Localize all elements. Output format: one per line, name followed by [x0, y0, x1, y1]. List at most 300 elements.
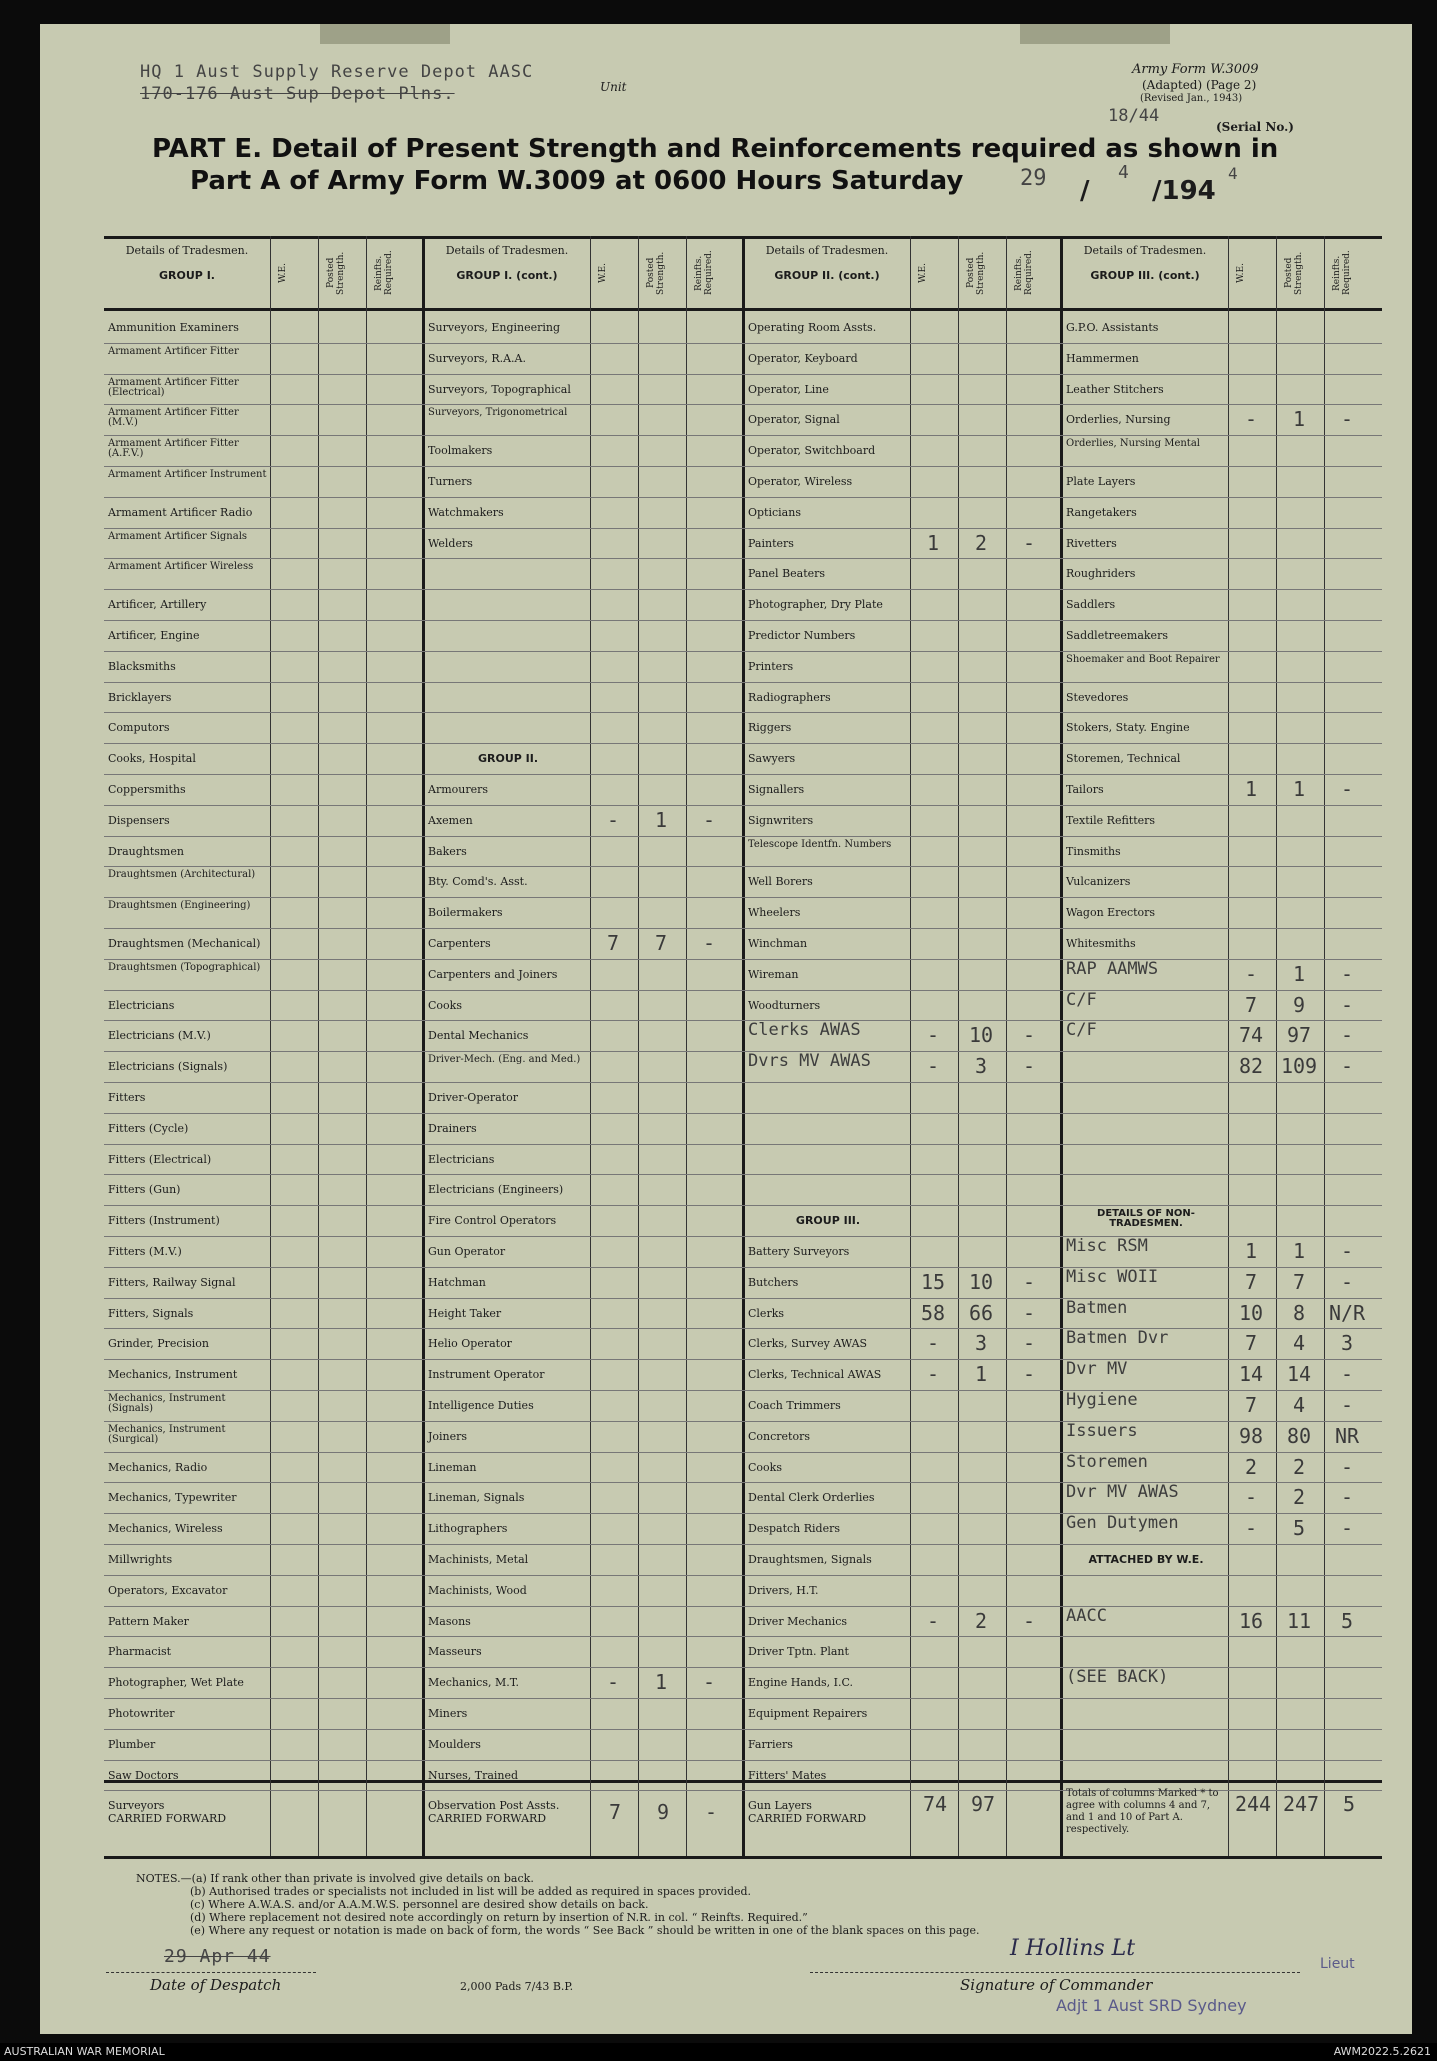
value-we: 2	[1244, 1454, 1258, 1479]
note-e: (e) Where any request or notation is made on back of form, the words “ See Back ” should be written in one of the blank spaces on this page.	[190, 1924, 980, 1937]
value-req: -	[1340, 1485, 1354, 1510]
value-posted: 2	[1292, 1454, 1306, 1479]
row-label: Fitters (Cycle)	[108, 1121, 189, 1135]
row-label: Draughtsmen	[108, 844, 184, 858]
value-posted: 2	[974, 530, 988, 555]
col1-group-label: GROUP I.	[159, 269, 215, 282]
row-label: Lithographers	[428, 1522, 508, 1536]
strength-table	[104, 236, 1382, 1856]
tape-strip	[320, 24, 450, 44]
value-we: 15	[920, 1269, 946, 1294]
row-label: Storemen, Technical	[1066, 752, 1181, 766]
rank-stamp: Lieut	[1320, 1956, 1355, 1972]
date-day: 29	[1020, 166, 1047, 191]
form-revised: (Revised Jan., 1943)	[1140, 93, 1243, 104]
row-rule	[104, 1482, 1382, 1483]
col2-details-label: Details of Tradesmen.	[445, 244, 569, 257]
row-rule	[104, 466, 1382, 467]
row-rule	[104, 1144, 1382, 1145]
value-posted: 7	[654, 931, 668, 955]
row-rule	[104, 1513, 1382, 1514]
row-rule	[104, 651, 1382, 652]
row-label: Cooks	[428, 998, 462, 1012]
row-label: Hammermen	[1066, 351, 1139, 365]
row-label: Wireman	[748, 967, 799, 981]
row-label: Dispensers	[108, 813, 170, 827]
subheader-posted: Posted Strength.	[326, 251, 346, 295]
serial-value: 18/44	[1108, 106, 1160, 126]
row-label: (SEE BACK)	[1066, 1667, 1169, 1688]
cf-c4-posted: 247	[1282, 1792, 1320, 1816]
row-label: Fitters (Instrument)	[108, 1214, 220, 1228]
row-rule	[104, 620, 1382, 621]
row-label: Driver-Operator	[428, 1091, 518, 1104]
archive-strip	[0, 2043, 1437, 2061]
value-req: -	[1340, 407, 1354, 432]
unit-typed-line2: 170-176 Aust Sup Depot Plns.	[140, 84, 455, 104]
row-rule	[104, 1082, 1382, 1083]
value-posted: 1	[1292, 961, 1306, 986]
row-label: Miners	[428, 1707, 468, 1720]
value-req: -	[1022, 1608, 1036, 1633]
value-posted: 3	[974, 1054, 988, 1079]
row-label: Surveyors, Engineering	[428, 321, 561, 334]
row-label: Dvr MV AWAS	[1066, 1482, 1179, 1503]
row-rule	[104, 404, 1382, 405]
row-label: Misc WOII	[1066, 1266, 1159, 1287]
value-posted: 109	[1280, 1054, 1318, 1079]
row-label: Gun Operator	[428, 1245, 506, 1258]
row-rule	[104, 1421, 1382, 1422]
value-posted: 3	[974, 1331, 988, 1356]
value-we: -	[926, 1362, 940, 1387]
date-year-prefix: /194	[1152, 176, 1216, 206]
row-label: Mechanics, Instrument (Signals)	[108, 1393, 226, 1414]
row-label: Drivers, H.T.	[748, 1583, 819, 1597]
row-rule	[104, 682, 1382, 683]
row-rule	[104, 990, 1382, 991]
row-rule	[104, 1390, 1382, 1391]
value-req: -	[1340, 1054, 1354, 1079]
row-label: Photographer, Dry Plate	[748, 598, 883, 612]
value-req: 3	[1340, 1331, 1354, 1356]
value-posted: 1	[1292, 407, 1306, 432]
row-label: Plate Layers	[1066, 475, 1136, 488]
row-label: Drainers	[428, 1121, 477, 1135]
subheader-posted: Posted Strength.	[1284, 251, 1304, 295]
row-label: Surveyors, R.A.A.	[428, 351, 526, 365]
value-req: -	[702, 807, 716, 832]
row-label: Computors	[108, 721, 170, 735]
row-label: Signallers	[748, 783, 805, 796]
row-label: Height Taker	[428, 1306, 502, 1320]
value-we: -	[926, 1331, 940, 1356]
row-label: Vulcanizers	[1066, 875, 1131, 889]
row-label: Bty. Comd's. Asst.	[428, 875, 528, 889]
row-label: Engine Hands, I.C.	[748, 1676, 854, 1690]
row-label: Saw Doctors	[108, 1768, 179, 1782]
row-rule	[104, 836, 1382, 837]
row-label: Blacksmiths	[108, 659, 176, 673]
row-label: Draughtsmen, Signals	[748, 1553, 872, 1566]
row-label: Armament Artificer Fitter	[108, 345, 239, 357]
value-we: 7	[1244, 992, 1258, 1017]
col4-details-label: Details of Tradesmen.	[1083, 244, 1207, 257]
row-label: Armament Artificer Fitter (A.F.V.)	[108, 438, 239, 460]
row-rule	[104, 1267, 1382, 1268]
row-label: Grinder, Precision	[108, 1337, 209, 1351]
value-we: 74	[1238, 1023, 1264, 1048]
row-label: Butchers	[748, 1275, 799, 1289]
value-req: -	[1340, 1393, 1354, 1417]
subheader-we: W.E.	[278, 263, 288, 283]
subheader-reinfts: Reinfts. Required.	[1332, 250, 1352, 296]
row-label: Dental Mechanics	[428, 1029, 529, 1043]
row-rule	[104, 1606, 1382, 1607]
row-rule	[104, 928, 1382, 929]
col1-details-label: Details of Tradesmen.	[125, 244, 249, 257]
row-label: Masons	[428, 1614, 471, 1628]
row-label: Clerks, Survey AWAS	[748, 1337, 868, 1351]
subheader-posted: Posted Strength.	[966, 251, 986, 295]
row-label: Equipment Repairers	[748, 1707, 868, 1720]
row-rule	[104, 1760, 1382, 1761]
row-rule	[104, 435, 1382, 436]
row-label: Instrument Operator	[428, 1368, 545, 1382]
value-req: -	[1340, 961, 1354, 986]
carried-forward-label-3: CARRIED FORWARD	[748, 1812, 867, 1825]
value-posted: 2	[1292, 1485, 1306, 1510]
note-a: NOTES.—(a) If rank other than private is involved give details on back.	[136, 1872, 534, 1885]
subheader-reinfts: Reinfts. Required.	[1014, 250, 1034, 296]
archive-id: AWM2022.5.2621	[1333, 2045, 1431, 2058]
value-posted: 66	[968, 1300, 994, 1325]
value-we: 16	[1238, 1608, 1264, 1633]
row-label: Mechanics, Radio	[108, 1460, 208, 1474]
row-label: Electricians (Signals)	[108, 1060, 228, 1074]
value-posted: 1	[1292, 777, 1306, 801]
row-label: Operators, Excavator	[108, 1583, 228, 1597]
row-label: Armament Artificer Instrument	[108, 469, 267, 480]
group-divider	[422, 236, 425, 1856]
row-label: Armourers	[428, 783, 489, 796]
value-we: 1	[926, 530, 940, 555]
row-label: Driver Tptn. Plant	[748, 1645, 849, 1659]
row-label: Artificer, Engine	[108, 629, 200, 642]
value-req: -	[1022, 1362, 1036, 1387]
row-label: Orderlies, Nursing	[1066, 413, 1171, 427]
row-label: Driver-Mech. (Eng. and Med.)	[428, 1054, 581, 1066]
row-label: Opticians	[748, 505, 801, 519]
row-rule	[104, 1298, 1382, 1299]
tape-strip	[1020, 24, 1170, 44]
row-label: Riggers	[748, 721, 792, 735]
row-label: Armament Artificer Signals	[108, 530, 248, 542]
value-we: -	[1244, 1485, 1258, 1510]
row-label: Stevedores	[1066, 690, 1129, 704]
row-label: Driver Mechanics	[748, 1614, 848, 1628]
value-we: -	[1244, 407, 1258, 432]
row-label: Hatchman	[428, 1275, 486, 1289]
value-we: 82	[1238, 1054, 1264, 1079]
note-c: (c) Where A.W.A.S. and/or A.A.M.W.S. personnel are desired show details on back.	[190, 1898, 649, 1911]
value-req: -	[1340, 1269, 1354, 1294]
cf-c3-we: 74	[922, 1792, 948, 1816]
row-rule	[104, 1205, 1382, 1206]
row-rule	[104, 866, 1382, 867]
row-label: Fire Control Operators	[428, 1214, 557, 1228]
row-label: Fitters (Gun)	[108, 1183, 181, 1197]
value-req: N/R	[1328, 1300, 1366, 1325]
value-posted: 1	[974, 1362, 988, 1387]
date-slash: /	[1080, 176, 1090, 206]
value-req: -	[1022, 530, 1036, 555]
row-label: GROUP II.	[477, 752, 539, 766]
value-we: -	[926, 1608, 940, 1633]
row-label: Moulders	[428, 1737, 481, 1751]
row-label: Mechanics, Instrument	[108, 1368, 238, 1382]
subheader-posted: Posted Strength.	[646, 251, 666, 295]
row-label: Photowriter	[108, 1707, 175, 1720]
date-month: 4	[1118, 162, 1129, 183]
row-label: Operator, Keyboard	[748, 351, 858, 365]
row-rule	[104, 1667, 1382, 1668]
row-label: Observation Post Assts.	[428, 1799, 560, 1813]
value-req: -	[1022, 1023, 1036, 1048]
value-posted: 1	[1292, 1239, 1306, 1263]
value-req: -	[1022, 1269, 1036, 1294]
row-label: ATTACHED BY W.E.	[1088, 1553, 1204, 1566]
value-we: 1	[1244, 1239, 1258, 1263]
row-label: Bricklayers	[108, 690, 172, 704]
row-label: Gun Layers	[748, 1799, 812, 1813]
row-rule	[104, 743, 1382, 744]
row-label: Mechanics, Instrument (Surgical)	[108, 1423, 226, 1445]
col2-group-label: GROUP I. (cont.)	[456, 269, 558, 282]
row-rule	[104, 497, 1382, 498]
value-posted: 4	[1292, 1393, 1306, 1417]
row-label: Cooks, Hospital	[108, 752, 196, 766]
row-label: Fitters' Mates	[748, 1768, 827, 1782]
row-label: Joiners	[428, 1429, 468, 1443]
row-label: Pharmacist	[108, 1645, 172, 1659]
row-label: Watchmakers	[428, 505, 504, 519]
col1-header	[104, 244, 270, 282]
carried-forward-label-2: CARRIED FORWARD	[428, 1812, 547, 1825]
row-label: Artificer, Artillery	[108, 598, 207, 612]
row-label: Nurses, Trained	[428, 1768, 519, 1782]
row-rule	[104, 1236, 1382, 1237]
row-rule	[104, 528, 1382, 529]
row-label: Draughtsmen (Mechanical)	[108, 937, 261, 950]
row-label: Armament Artificer Fitter (M.V.)	[108, 407, 239, 429]
value-we: 7	[1244, 1393, 1258, 1417]
table-bottom-rule	[104, 1856, 1382, 1859]
row-label: Sawyers	[748, 752, 796, 766]
row-label: Orderlies, Nursing Mental	[1066, 438, 1200, 450]
row-label: Panel Beaters	[748, 567, 826, 581]
unit-typed-line1: HQ 1 Aust Supply Reserve Depot AASC	[140, 62, 534, 82]
row-label: Lineman, Signals	[428, 1491, 525, 1505]
value-req: -	[1340, 1454, 1354, 1479]
value-we: 7	[1244, 1331, 1258, 1356]
row-rule	[104, 1174, 1382, 1175]
date-year-suffix: 4	[1228, 164, 1238, 183]
row-label: Painters	[748, 536, 794, 550]
row-label: Electricians (Engineers)	[428, 1183, 564, 1197]
row-label: Draughtsmen (Engineering)	[108, 900, 251, 912]
value-column-rule	[686, 236, 687, 1856]
value-posted: 7	[1292, 1269, 1306, 1294]
row-label: Whitesmiths	[1066, 937, 1136, 950]
row-label: Rivetters	[1066, 536, 1117, 550]
row-label: Machinists, Metal	[428, 1553, 529, 1566]
cf-c4-we: 244	[1234, 1792, 1272, 1816]
value-req: 5	[1340, 1608, 1354, 1633]
row-label: Ammunition Examiners	[108, 321, 239, 334]
value-posted: 11	[1286, 1608, 1312, 1633]
row-label: Saddlers	[1066, 598, 1116, 612]
value-we: 98	[1238, 1423, 1264, 1448]
row-label: Batmen	[1066, 1297, 1128, 1318]
col3-group-label: GROUP II. (cont.)	[774, 269, 880, 282]
row-label: Intelligence Duties	[428, 1399, 534, 1412]
row-rule	[104, 1328, 1382, 1329]
row-label: C/F	[1066, 1020, 1097, 1041]
value-we: -	[926, 1054, 940, 1079]
row-label: RAP AAMWS	[1066, 958, 1159, 979]
value-req: -	[702, 1670, 716, 1695]
value-req: -	[1340, 1023, 1354, 1048]
row-label: Winchman	[748, 937, 808, 950]
value-posted: 14	[1286, 1362, 1312, 1387]
value-column-rule	[366, 236, 367, 1856]
value-req: -	[1340, 777, 1354, 801]
row-label: Radiographers	[748, 690, 831, 704]
value-we: 7	[1244, 1269, 1258, 1294]
cf-c2-req: -	[704, 1800, 718, 1824]
row-label: Misc RSM	[1066, 1236, 1148, 1256]
row-label: Fitters, Signals	[108, 1306, 194, 1320]
row-label: Tailors	[1066, 783, 1104, 796]
cf-c2-posted: 9	[656, 1800, 670, 1824]
value-column-rule	[638, 236, 639, 1856]
row-rule	[104, 897, 1382, 898]
row-rule	[104, 959, 1382, 960]
row-rule	[104, 1698, 1382, 1699]
value-posted: 8	[1292, 1300, 1306, 1325]
row-label: Well Borers	[748, 875, 813, 889]
row-label: Electricians	[428, 1152, 495, 1166]
value-we: -	[606, 1670, 620, 1695]
row-label: Operator, Signal	[748, 413, 840, 427]
row-label: Mechanics, M.T.	[428, 1676, 519, 1690]
row-label: Operator, Line	[748, 382, 829, 396]
archive-name: AUSTRALIAN WAR MEMORIAL	[4, 2045, 165, 2058]
subheader-we: W.E.	[918, 263, 928, 283]
row-label: Draughtsmen (Architectural)	[108, 869, 256, 881]
row-label: Woodturners	[748, 998, 821, 1012]
row-label: Operator, Wireless	[748, 475, 853, 488]
despatch-date: 29 Apr 44	[164, 1946, 271, 1967]
row-label: Mechanics, Wireless	[108, 1522, 223, 1536]
value-we: 1	[1244, 777, 1258, 801]
value-posted: 80	[1286, 1423, 1312, 1448]
value-req: -	[1340, 1239, 1354, 1263]
row-label: Carpenters and Joiners	[428, 967, 558, 981]
value-req: -	[1340, 992, 1354, 1017]
adjutant-stamp: Adjt 1 Aust SRD Sydney	[1056, 1996, 1247, 2015]
row-label: Armament Artificer Wireless	[108, 561, 254, 573]
row-label: AACC	[1066, 1605, 1107, 1626]
value-req: -	[1022, 1054, 1036, 1079]
form-adapted: (Adapted) (Page 2)	[1142, 78, 1257, 92]
row-label: Signwriters	[748, 813, 814, 827]
row-label: Leather Stitchers	[1066, 382, 1164, 396]
row-label: Battery Surveyors	[748, 1245, 850, 1258]
print-reference: 2,000 Pads 7/43 B.P.	[460, 1980, 574, 1993]
row-label: Wagon Erectors	[1066, 906, 1156, 920]
row-rule	[104, 343, 1382, 344]
form-title-line2: Part A of Army Form W.3009 at 0600 Hours Saturday	[190, 166, 964, 196]
unit-label: Unit	[600, 80, 627, 94]
cf-c3-posted: 97	[970, 1792, 996, 1816]
row-label: Clerks, Technical AWAS	[748, 1368, 882, 1382]
row-rule	[104, 1051, 1382, 1052]
value-column-rule	[590, 236, 591, 1856]
row-label: Carpenters	[428, 937, 491, 950]
row-rule	[104, 1636, 1382, 1637]
value-posted: 10	[968, 1269, 994, 1294]
row-rule	[104, 1575, 1382, 1576]
row-label: Gen Dutymen	[1066, 1513, 1179, 1534]
row-label: Textile Refitters	[1066, 813, 1156, 827]
value-req: -	[1340, 1362, 1354, 1387]
subheader-reinfts: Reinfts. Required.	[374, 250, 394, 296]
signature-rule	[810, 1972, 1300, 1973]
row-label: Helio Operator	[428, 1337, 512, 1351]
row-label: Shoemaker and Boot Repairer	[1066, 653, 1220, 665]
row-label: Rangetakers	[1066, 505, 1137, 519]
row-label: Axemen	[428, 813, 473, 827]
col3-header	[744, 244, 910, 282]
value-posted: 5	[1292, 1516, 1306, 1541]
row-label: Fitters (Electrical)	[108, 1152, 212, 1166]
row-label: Electricians (M.V.)	[108, 1029, 211, 1043]
row-rule	[104, 374, 1382, 375]
row-label: Saddletreemakers	[1066, 629, 1168, 642]
cf-c4-req: 5	[1342, 1792, 1356, 1816]
row-label: Issuers	[1066, 1420, 1138, 1441]
row-label: G.P.O. Assistants	[1066, 321, 1159, 334]
subheader-we: W.E.	[1236, 263, 1246, 283]
row-rule	[104, 589, 1382, 590]
row-label: Dental Clerk Orderlies	[748, 1491, 875, 1505]
row-label: Plumber	[108, 1737, 156, 1751]
row-label: Turners	[428, 475, 473, 488]
value-column-rule	[318, 236, 319, 1856]
row-label: Fitters (M.V.)	[108, 1245, 182, 1258]
row-label: Toolmakers	[428, 444, 493, 458]
row-label: Armament Artificer Radio	[108, 505, 253, 519]
row-label: Fitters, Railway Signal	[108, 1275, 236, 1289]
value-we: 10	[1238, 1300, 1264, 1325]
value-req: -	[1022, 1331, 1036, 1356]
value-posted: 2	[974, 1608, 988, 1633]
row-label: C/F	[1066, 989, 1097, 1010]
row-label: Surveyors	[108, 1799, 165, 1813]
col4-group-label: GROUP III. (cont.)	[1090, 269, 1200, 282]
